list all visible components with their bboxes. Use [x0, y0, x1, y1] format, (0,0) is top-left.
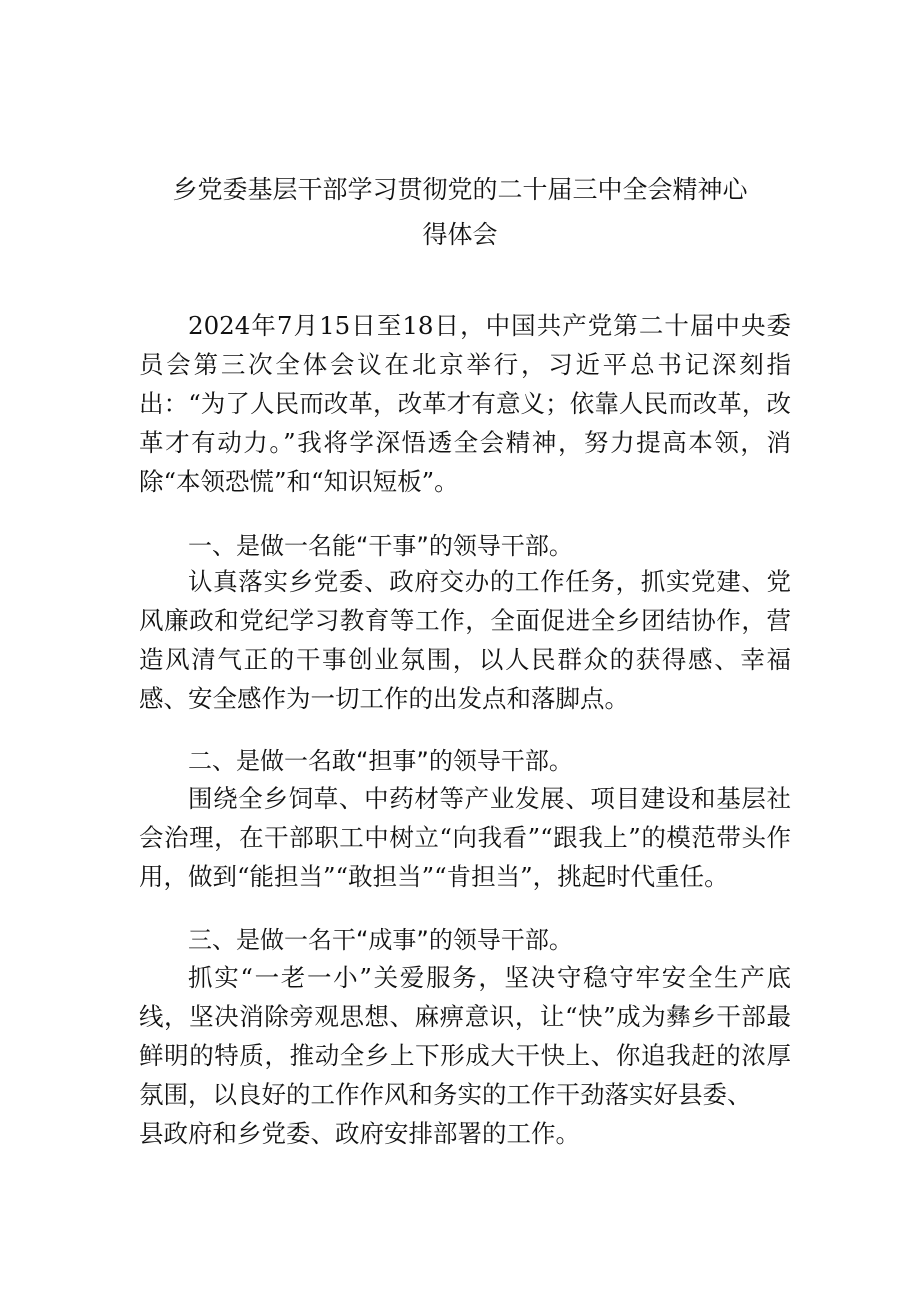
section-1-body: 认真落实乡党委、政府交办的工作任务，抓实党建、党风廉政和党纪学习教育等工作，全面促进全乡团结协作，营造风清气正的干事创业氛围，以人民群众的获得感、幸福感、安全感作为一切工作的出发点和落脚点。	[139, 567, 791, 713]
document-title-line-1: 乡党委基层干部学习贯彻党的二十届三中全会精神心	[172, 175, 748, 204]
document-title-line-2: 得体会	[422, 220, 498, 249]
section-2-heading: 二、是做一名敢“担事”的领导干部。	[188, 747, 573, 775]
section-3-body-part-2: 县政府和乡党委、政府安排部署的工作。	[139, 1119, 580, 1148]
section-3-body	[139, 958, 791, 1153]
section-3-heading: 三、是做一名干“成事”的领导干部。	[188, 926, 573, 954]
intro-paragraph: 2024年7月15日至18日，中国共产党第二十届中央委员会第三次全体会议在北京举行，习近平总书记深刻指出：“为了人民而改革，改革才有意义；依靠人民而改革，改革才有动力。”我将学深悟透全会精神，努力提高本领，消除“本领恐慌”和“知识短板”。	[139, 311, 791, 496]
section-1-heading: 一、是做一名能“干事”的领导干部。	[188, 532, 573, 560]
section-3-body-part-1: 抓实“一老一小”关爱服务，坚决守稳守牢安全生产底线，坚决消除旁观思想、麻痹意识，让“快”成为彝乡干部最鲜明的特质，推动全乡上下形成大干快上、你追我赶的浓厚氛围，以良好的工作作风和务实的工作干劲落实好县委、	[139, 963, 791, 1109]
section-2-body: 围绕全乡饲草、中药材等产业发展、项目建设和基层社会治理，在干部职工中树立“向我看”“跟我上”的模范带头作用，做到“能担当”“敢担当”“肯担当”，挑起时代重任。	[139, 784, 791, 891]
